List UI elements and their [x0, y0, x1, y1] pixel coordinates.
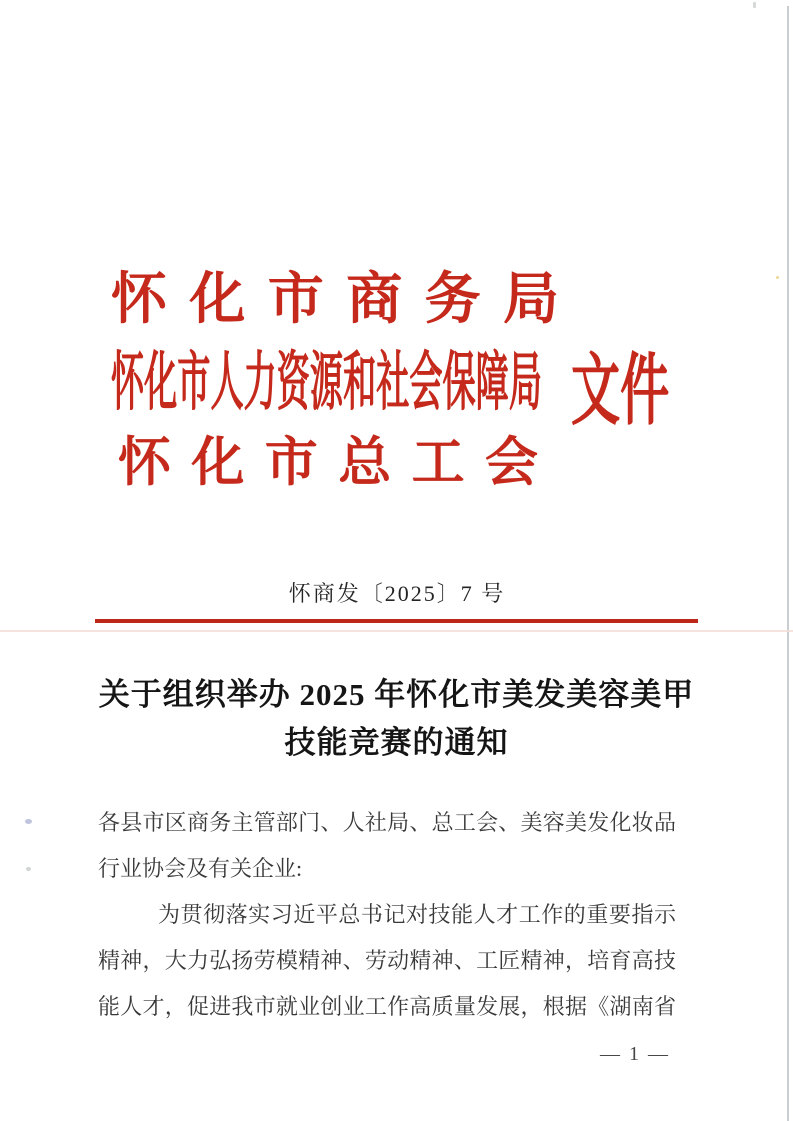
scan-speck	[26, 867, 31, 871]
document-word-text: 文件	[571, 347, 670, 434]
org-name-hr-social-security-bureau	[111, 347, 542, 418]
document-word	[571, 347, 727, 434]
body-paragraph-line3: 能人才，促进我市就业创业工作高质量发展，根据《湖南省	[98, 994, 676, 1019]
scan-page-edge	[787, 6, 789, 1121]
red-separator-line	[95, 619, 698, 623]
body-salutation-line2: 行业协会及有关企业:	[98, 856, 303, 881]
org-name-commerce-bureau: 怀化市商务局	[111, 269, 559, 331]
page-number: — 1 —	[600, 1043, 670, 1065]
body-salutation-line1: 各县市区商务主管部门、人社局、总工会、美容美发化妆品	[98, 810, 676, 835]
document-title-line2: 技能竞赛的通知	[284, 725, 509, 760]
red-separator-line-scan-echo	[0, 630, 793, 632]
body-paragraph-line1: 为贯彻落实习近平总书记对技能人才工作的重要指示	[158, 902, 676, 927]
document-reference-number: 怀商发〔2025〕7 号	[288, 581, 506, 606]
scan-speck	[25, 819, 32, 824]
scan-speck	[753, 2, 756, 8]
document-title-line1: 关于组织举办 2025 年怀化市美发美容美甲	[98, 677, 695, 712]
org-name-hr-social-security-bureau-text: 怀化市人力资源和社会保障局	[111, 347, 542, 418]
document-title	[60, 671, 733, 767]
org-name-federation-of-trade-unions: 怀化市总工会	[118, 434, 538, 492]
body-paragraph-line2: 精神，大力弘扬劳模精神、劳动精神、工匠精神，培育高技	[98, 948, 676, 973]
scan-speck	[776, 276, 779, 279]
